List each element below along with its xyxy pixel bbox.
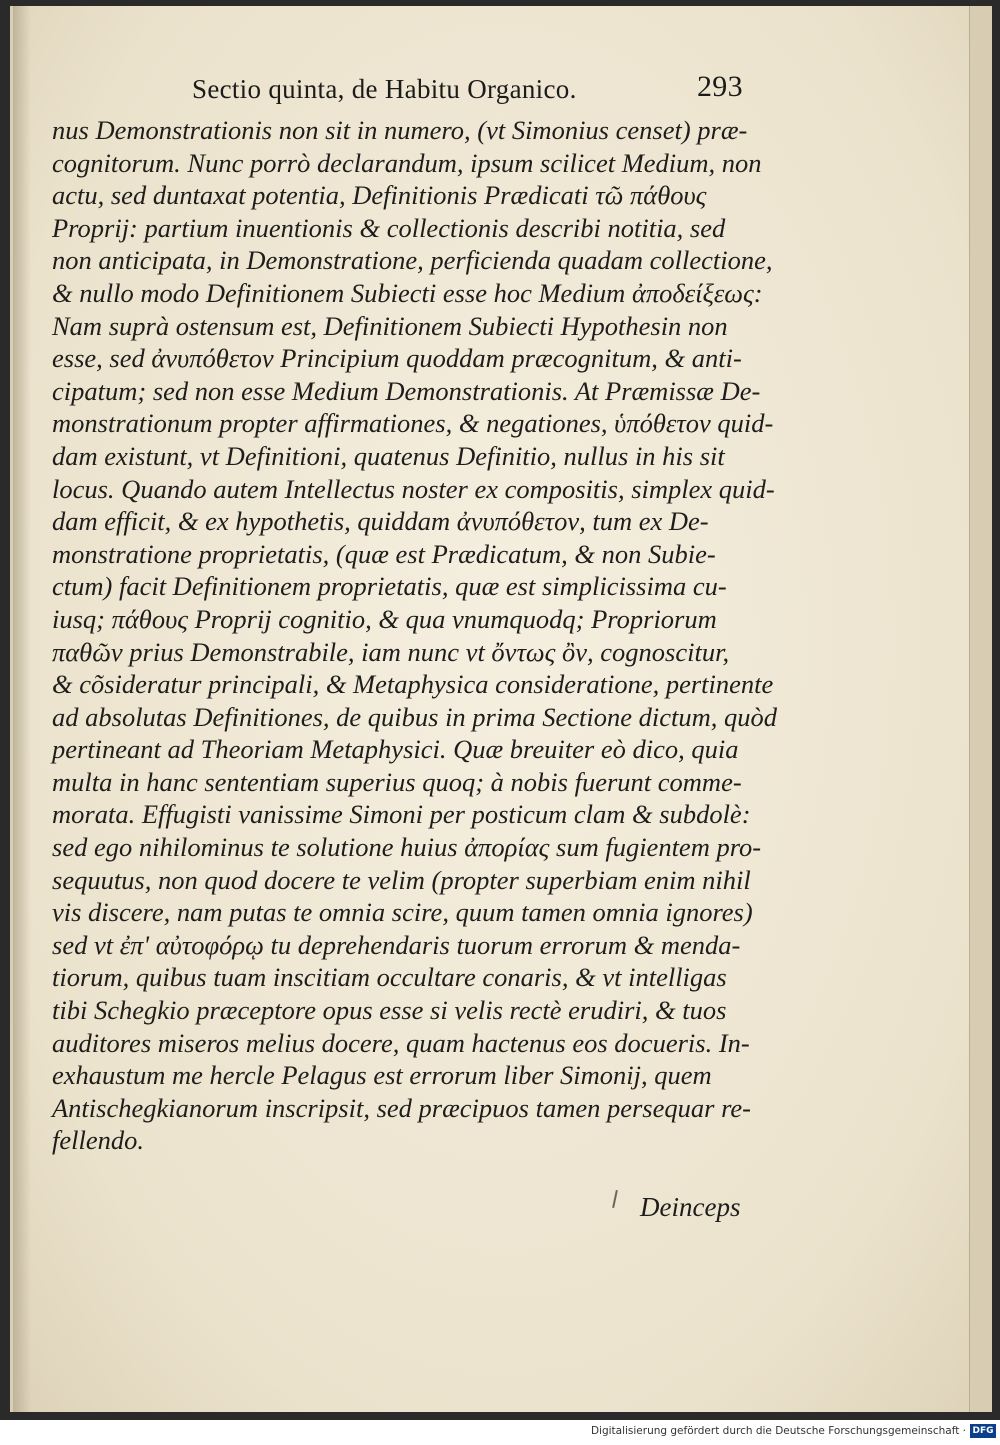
text-line: & nullo modo Definitionem Subiecti esse hoc Medium ἀποδείξεως: [52, 277, 763, 308]
text-line: cipatum; sed non esse Medium Demonstrationis. At Præmissæ De- [52, 375, 761, 406]
text-line: exhaustum me hercle Pelagus est errorum liber Simonij, quem [52, 1060, 712, 1091]
funding-note: Digitalisierung gefördert durch die Deutsche Forschungsgemeinschaft · [590, 1425, 966, 1437]
text-line: iusq; πάθους Proprij cognitio, & qua vnumquodq; Propriorum [52, 603, 717, 634]
text-line: ctum) facit Definitionem proprietatis, quæ est simplicissima cu- [52, 571, 727, 602]
text-line: sed ego nihilominus te solutione huius ἀπορίας sum fugientem pro- [52, 832, 762, 863]
catchword: Deinceps [640, 1192, 741, 1222]
text-line: tiorum, quibus tuam inscitiam occultare conaris, & vt intelligas [52, 962, 727, 993]
body-text [52, 114, 778, 1157]
text-line: Antischegkianorum inscripsit, sed præcipuos tamen persequar re- [52, 1092, 751, 1123]
text-line: ad absolutas Definitiones, de quibus in prima Sectione dictum, quòd [52, 701, 778, 732]
text-line: monstrationum propter affirmationes, & negationes, ὑπόθετον quid- [52, 408, 774, 439]
running-title: Sectio quinta, de Habitu Organico. [192, 74, 577, 104]
text-line: cognitorum. Nunc porrò declarandum, ipsum scilicet Medium, non [52, 147, 762, 178]
text-line: multa in hanc sententiam superius quoq; à nobis fuerunt comme- [52, 766, 742, 797]
text-line: actu, sed duntaxat potentia, Definitionis Prædicati τῶ πάθους [52, 180, 707, 211]
text-line: esse, sed ἀνυπόθετον Principium quoddam præcognitum, & anti- [52, 343, 742, 374]
page-gutter-shadow [13, 6, 31, 1412]
text-line: sed vt ἐπ' αὐτοφόρῳ tu deprehendaris tuorum errorum & menda- [52, 929, 741, 960]
text-line: monstratione proprietatis, (quæ est Prædicatum, & non Subie- [52, 538, 716, 569]
text-line: morata. Effugisti vanissime Simoni per posticum clam & subdolè: [52, 799, 751, 830]
text-line: Nam suprà ostensum est, Definitionem Subiecti Hypothesin non [52, 310, 728, 341]
page-number: 293 [697, 70, 743, 103]
text-line: & cõsideratur principali, & Metaphysica consideratione, pertinente [52, 669, 774, 700]
text-line: παθῶν prius Demonstrabile, iam nunc vt ὄντως ὂν, cognoscitur, [52, 636, 730, 667]
text-line: auditores miseros melius docere, quam hactenus eos docueris. In- [52, 1027, 750, 1058]
text-line: dam existunt, vt Definitioni, quatenus Definitio, nullus in his sit [52, 440, 725, 471]
text-line: tibi Schegkio præceptore opus esse si velis rectè erudiri, & tuos [52, 995, 727, 1026]
text-line: fellendo. [52, 1125, 144, 1156]
text-line: non anticipata, in Demonstratione, perficienda quadam collectione, [52, 245, 773, 276]
text-line: Proprij: partium inuentionis & collectionis describi notitia, sed [52, 212, 726, 243]
footer-bar [0, 1420, 1000, 1445]
text-line: pertineant ad Theoriam Metaphysici. Quæ breuiter eò dico, quia [52, 734, 739, 765]
page-edge-strip [969, 6, 992, 1412]
text-line: vis discere, nam putas te omnia scire, quum tamen omnia ignores) [52, 897, 753, 928]
dfg-logo[interactable]: DFG [970, 1424, 996, 1438]
text-line: locus. Quando autem Intellectus noster ex compositis, simplex quid- [52, 473, 775, 504]
text-line: nus Demonstrationis non sit in numero, (vt Simonius censet) præ- [52, 115, 748, 145]
text-line: sequutus, non quod docere te velim (propter superbiam enim nihil [52, 864, 751, 895]
text-line: dam efficit, & ex hypothetis, quiddam ἀνυπόθετον, tum ex De- [52, 506, 709, 537]
